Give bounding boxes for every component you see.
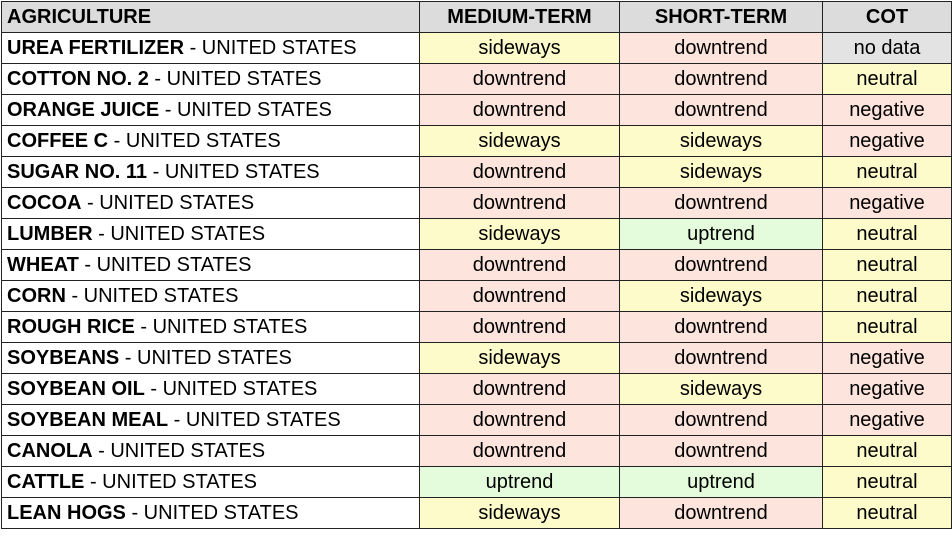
medium-term-cell: downtrend xyxy=(420,250,620,281)
commodity-country: - UNITED STATES xyxy=(184,37,357,59)
table-row xyxy=(2,126,952,157)
short-term-cell: sideways xyxy=(620,157,823,188)
short-term-cell: downtrend xyxy=(620,498,823,529)
commodity-cell xyxy=(2,188,420,219)
header-medium-term: MEDIUM-TERM xyxy=(420,2,620,33)
commodity-cell xyxy=(2,374,420,405)
table-row xyxy=(2,33,952,64)
commodity-name: COFFEE C xyxy=(7,130,109,152)
commodity-cell xyxy=(2,126,420,157)
short-term-cell: downtrend xyxy=(620,405,823,436)
table-row xyxy=(2,312,952,343)
cot-cell: neutral xyxy=(823,250,952,281)
cot-cell: negative xyxy=(823,188,952,219)
commodity-cell xyxy=(2,405,420,436)
table-row xyxy=(2,95,952,126)
commodity-country: - UNITED STATES xyxy=(92,440,266,462)
cot-cell: negative xyxy=(823,405,952,436)
medium-term-cell: sideways xyxy=(420,126,620,157)
table-row xyxy=(2,467,952,498)
medium-term-cell: downtrend xyxy=(420,95,620,126)
medium-term-cell: downtrend xyxy=(420,281,620,312)
short-term-cell: downtrend xyxy=(620,312,823,343)
table-row xyxy=(2,157,952,188)
table-row xyxy=(2,498,952,529)
short-term-cell: downtrend xyxy=(620,436,823,467)
medium-term-cell: downtrend xyxy=(420,157,620,188)
medium-term-cell: sideways xyxy=(420,343,620,374)
medium-term-cell: downtrend xyxy=(420,188,620,219)
commodity-cell xyxy=(2,95,420,126)
header-cot: COT xyxy=(823,2,952,33)
commodity-name: COCOA xyxy=(7,192,82,214)
commodity-country: - UNITED STATES xyxy=(84,471,258,493)
table-row xyxy=(2,64,952,95)
medium-term-cell: sideways xyxy=(420,498,620,529)
medium-term-cell: uptrend xyxy=(420,467,620,498)
commodity-name: SUGAR NO. 11 xyxy=(7,161,148,183)
commodity-cell xyxy=(2,219,420,250)
commodity-country: - UNITED STATES xyxy=(159,99,332,121)
commodity-name: SOYBEANS xyxy=(7,347,120,369)
commodity-country: - UNITED STATES xyxy=(92,223,266,245)
commodity-cell xyxy=(2,33,420,64)
medium-term-cell: sideways xyxy=(420,33,620,64)
table-row xyxy=(2,188,952,219)
table-row xyxy=(2,343,952,374)
short-term-cell: sideways xyxy=(620,126,823,157)
commodity-cell xyxy=(2,281,420,312)
commodity-name: CATTLE xyxy=(7,471,85,493)
short-term-cell: downtrend xyxy=(620,188,823,219)
commodity-country: - UNITED STATES xyxy=(119,347,292,369)
commodity-cell xyxy=(2,157,420,188)
short-term-cell: downtrend xyxy=(620,250,823,281)
commodity-name: COTTON NO. 2 xyxy=(7,68,149,90)
commodity-cell xyxy=(2,250,420,281)
table-row xyxy=(2,374,952,405)
cot-cell: no data xyxy=(823,33,952,64)
medium-term-cell: downtrend xyxy=(420,374,620,405)
cot-cell: neutral xyxy=(823,219,952,250)
short-term-cell: downtrend xyxy=(620,95,823,126)
table-row xyxy=(2,405,952,436)
commodity-name: WHEAT xyxy=(7,254,79,276)
commodity-name: LEAN HOGS xyxy=(7,502,126,524)
commodity-cell xyxy=(2,498,420,529)
commodity-country: - UNITED STATES xyxy=(134,316,308,338)
medium-term-cell: downtrend xyxy=(420,405,620,436)
cot-cell: negative xyxy=(823,374,952,405)
agriculture-trend-table xyxy=(1,1,952,529)
table-row xyxy=(2,281,952,312)
table-row xyxy=(2,250,952,281)
commodity-country: - UNITED STATES xyxy=(144,378,318,400)
commodity-cell xyxy=(2,312,420,343)
medium-term-cell: downtrend xyxy=(420,64,620,95)
medium-term-cell: sideways xyxy=(420,219,620,250)
table-row xyxy=(2,436,952,467)
commodity-name: UREA FERTILIZER xyxy=(7,37,185,59)
commodity-country: - UNITED STATES xyxy=(147,161,320,183)
table-header-row xyxy=(2,2,952,33)
short-term-cell: downtrend xyxy=(620,64,823,95)
commodity-name: SOYBEAN OIL xyxy=(7,378,145,400)
commodity-name: CANOLA xyxy=(7,440,93,462)
header-short-term: SHORT-TERM xyxy=(620,2,823,33)
cot-cell: negative xyxy=(823,126,952,157)
commodity-cell xyxy=(2,64,420,95)
cot-cell: neutral xyxy=(823,281,952,312)
commodity-cell xyxy=(2,436,420,467)
cot-cell: neutral xyxy=(823,436,952,467)
table-row xyxy=(2,219,952,250)
short-term-cell: downtrend xyxy=(620,343,823,374)
header-category: AGRICULTURE xyxy=(2,2,420,33)
commodity-name: SOYBEAN MEAL xyxy=(7,409,169,431)
short-term-cell: uptrend xyxy=(620,467,823,498)
cot-cell: neutral xyxy=(823,157,952,188)
commodity-country: - UNITED STATES xyxy=(78,254,252,276)
medium-term-cell: downtrend xyxy=(420,312,620,343)
short-term-cell: sideways xyxy=(620,374,823,405)
table-body xyxy=(2,33,952,529)
commodity-name: ORANGE JUICE xyxy=(7,99,160,121)
medium-term-cell: downtrend xyxy=(420,436,620,467)
short-term-cell: uptrend xyxy=(620,219,823,250)
cot-cell: negative xyxy=(823,95,952,126)
commodity-cell xyxy=(2,343,420,374)
cot-cell: negative xyxy=(823,343,952,374)
commodity-cell xyxy=(2,467,420,498)
commodity-country: - UNITED STATES xyxy=(108,130,281,152)
commodity-country: - UNITED STATES xyxy=(81,192,255,214)
cot-cell: neutral xyxy=(823,467,952,498)
short-term-cell: downtrend xyxy=(620,33,823,64)
commodity-country: - UNITED STATES xyxy=(65,285,239,307)
cot-cell: neutral xyxy=(823,64,952,95)
cot-cell: neutral xyxy=(823,312,952,343)
cot-cell: neutral xyxy=(823,498,952,529)
commodity-name: ROUGH RICE xyxy=(7,316,135,338)
short-term-cell: sideways xyxy=(620,281,823,312)
commodity-country: - UNITED STATES xyxy=(125,502,299,524)
commodity-name: CORN xyxy=(7,285,66,307)
commodity-name: LUMBER xyxy=(7,223,93,245)
commodity-country: - UNITED STATES xyxy=(148,68,322,90)
commodity-country: - UNITED STATES xyxy=(168,409,341,431)
